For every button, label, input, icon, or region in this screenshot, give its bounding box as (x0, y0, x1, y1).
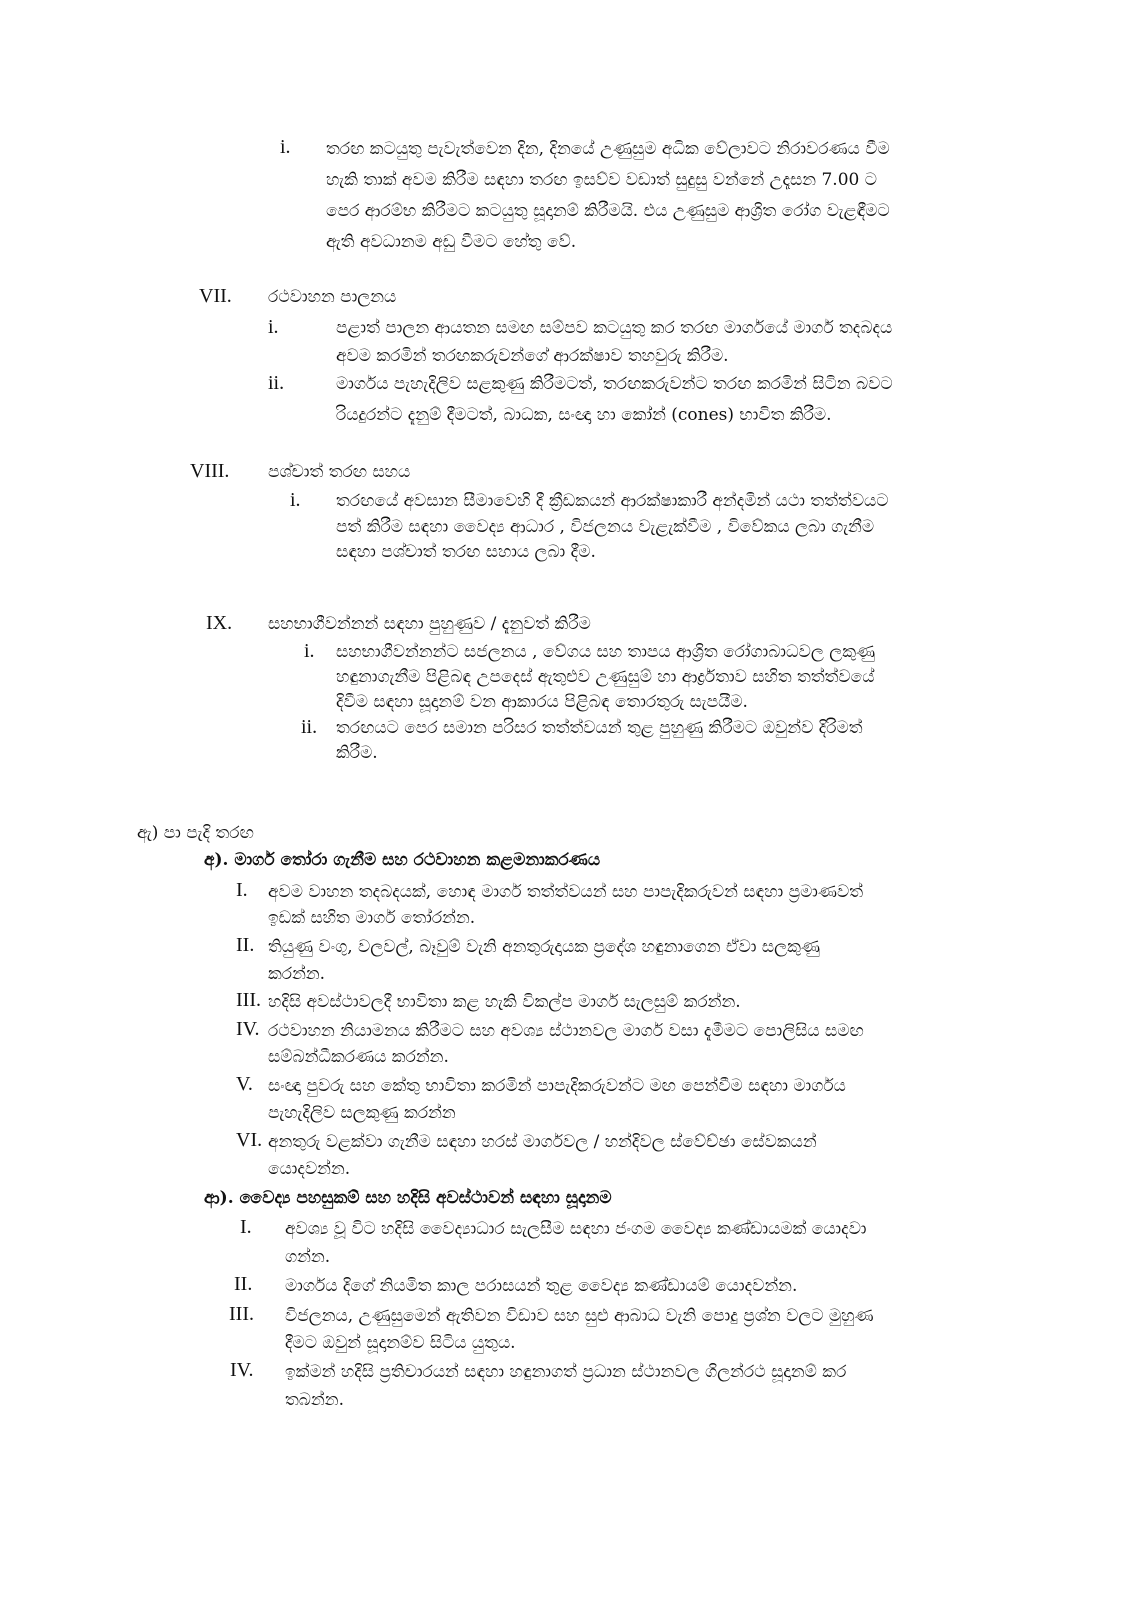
item-text-line: අනතුරු වළක්වා ගැනීම සඳහා හරස් මාර්ගවල / හන්දිවල ස්වේච්ඡා සේවකයන් (268, 1132, 817, 1152)
item-text-line: අවම කරමින් තරඟකරුවන්ගේ ආරක්ෂාව තහවුරු කිරීම. (336, 346, 729, 366)
item-text-line: තරඟ කටයුතු පැවැත්වෙන දින, දිනයේ උණුසුම අධික වේලාවට නිරාවරණය වීම (326, 139, 890, 159)
item-text-line: ගන්න. (285, 1247, 331, 1267)
item-number: i. (290, 489, 301, 511)
item-number: ii. (301, 716, 318, 738)
section-title: රථවාහන පාලනය (268, 287, 397, 307)
item-number: IV. (230, 1359, 254, 1381)
item-text-line: සංඥා පුවරු සහ කේතු භාවිතා කරමින් පාපැදිකරුවන්ට මඟ පෙන්වීම සඳහා මාර්ගය (268, 1076, 846, 1096)
item-number: IV. (236, 1018, 260, 1040)
item-text-line: යොදවන්න. (268, 1159, 351, 1179)
item-number: III. (236, 989, 261, 1011)
item-text-line: දිවීම සඳහා සූදානම් වන ආකාරය පිළිබඳ තොරතුරු සැපයීම. (336, 692, 748, 712)
item-number: VI. (236, 1129, 263, 1151)
item-text-line: පත් කිරීම සඳහා වෛද්‍ය ආධාර , විජලනය වැළැක්වීම , විවේකය ලබා ගැනීම (336, 517, 875, 537)
item-text-line: තරඟයට පෙර සමාන පරිසර තත්ත්වයන් තුළ පුහුණු කිරීමට ඔවුන්ව දිරිමත් (336, 718, 863, 738)
item-text-line: පළාත් පාලන ආයතන සමඟ සම්පව කටයුතු කර තරඟ මාර්ගයේ මාර්ග තදබදය (336, 318, 893, 338)
item-number: I. (236, 879, 248, 901)
section-number: VII. (199, 285, 232, 307)
section-number: IX. (206, 612, 233, 634)
item-text-line: සම්බන්ධීකරණය කරන්න. (268, 1047, 449, 1067)
item-text-line: තබන්න. (285, 1390, 344, 1410)
item-text-line: හදිසි අවස්ථාවලදී භාවිතා කළ හැකි විකල්ප මාර්ග සැලසුම් කරන්න. (268, 992, 741, 1012)
item-number: V. (236, 1073, 253, 1095)
item-text-line: කිරීම. (336, 743, 378, 763)
item-number: i. (268, 316, 279, 338)
item-number: I. (240, 1216, 252, 1238)
item-text-line: ඇති අවධානම අඩු වීමට හේතු වේ. (326, 232, 577, 252)
item-text-line: අවශ්‍ය වූ විට හදිසි වෛද්‍යාධාර සැලසීම සඳහා ජංගම වෛද්‍ය කණ්ඩායමක් යොදවා (285, 1219, 867, 1239)
section-title: පශ්චාත් තරඟ සහය (268, 462, 411, 482)
item-text-line: විජලනය, උණුසුමෙන් ඇතිවන විඩාව සහ සුළු ආබාධ වැනි පොදු ප්‍රශ්න වලට මුහුණ (285, 1306, 874, 1326)
item-text-line: පැහැදිලිව සලකුණු කරන්න (268, 1103, 456, 1123)
item-text-line: මාර්ගය පැහැදිලිව සළකුණු කිරීමටත්, තරඟකරුවන්ට තරඟ කරමින් සිටින බවට (336, 374, 893, 394)
item-text-line: අවම වාහන තදබදයක්, හොඳ මාර්ග තත්ත්වයන් සහ පාපැදිකරුවන් සඳහා ප්‍රමාණවත් (268, 882, 864, 902)
item-text-line: ඉක්මන් හදිසි ප්‍රතිචාරයන් සඳහා හඳුනාගත් ප්‍රධාන ස්ථානවල ගිලන්රථ සූදානම් කර (285, 1362, 847, 1382)
item-number: II. (236, 934, 255, 956)
item-number: i. (280, 136, 291, 158)
subsection-title: අ). මාර්ග තෝරා ගැනීම සහ රථවාහන කළමනාකරණය (204, 850, 601, 870)
item-text-line: සහභාගීවන්නන්ට සජලනය , වේගය සහ තාපය ආශ්‍රිත රෝගාබාධවල ලකුණු (336, 642, 876, 662)
section-title: ඇ) පා පැදි තරඟ (137, 823, 254, 843)
item-text-line: තියුණු වංගු, වලවල්, බෑවුම් වැනි අනතුරුදායක ප්‍රදේශ හඳුනාගෙන ඒවා සලකුණු (268, 937, 820, 957)
item-text-line: හැකි තාක් අවම කිරීම සඳහා තරඟ ඉසව්ව වඩාත් සුදුසු වන්නේ උදෑසන 7.00 ට (326, 170, 877, 190)
section-number: VIII. (190, 460, 230, 482)
item-text-line: මාර්ගය දිගේ නියමිත කාල පරාසයන් තුළ වෛද්‍ය කණ්ඩායම් යොදවන්න. (285, 1276, 798, 1296)
subsection-title: ආ). වෛද්‍ය පහසුකම් සහ හදිසි අවස්ථාවන් සඳහා සූදානම (204, 1188, 612, 1208)
item-text-line: රියදුරන්ට දැනුම් දීමටත්, බාධක, සංඥා හා කෝන් (cones) භාවිත කිරීම. (336, 405, 832, 425)
section-title: සහභාගීවන්නන් සඳහා පුහුණුව / දැනුවත් කිරීම (268, 614, 591, 634)
item-number: II. (234, 1273, 253, 1295)
item-text-line: රථවාහන නියාමනය කිරීමට සහ අවශ්‍ය ස්ථානවල මාර්ග වසා දැමීමට පොලිසිය සමඟ (268, 1021, 864, 1041)
item-text-line: සඳහා පශ්චාත් තරඟ සහාය ලබා දීම. (336, 542, 596, 562)
item-text-line: පෙර ආරම්භ කිරීමට කටයුතු සූදානම් කිරීමයි. එය උණුසුම ආශ්‍රිත රෝග වැළඳීමට (326, 201, 890, 221)
item-text-line: ඉඩක් සහිත මාර්ග තෝරන්න. (268, 908, 476, 928)
item-number: ii. (268, 372, 285, 394)
item-number: III. (229, 1303, 254, 1325)
item-text-line: කරන්න. (268, 964, 326, 984)
item-number: i. (304, 640, 315, 662)
item-text-line: හඳුනාගැනීම පිළිබඳ උපදෙස් ඇතුළුව උණුසුම් හා ආර්ද්‍රතාව සහිත තත්ත්වයේ (336, 667, 875, 687)
item-text-line: දීමට ඔවුන් සූදානම්ව සිටිය යුතුය. (285, 1333, 516, 1353)
item-text-line: තරඟයේ අවසාන සීමාවෙහි දී ක්‍රීඩකයන් ආරක්ෂාකාරී අන්දමින් යථා තත්ත්වයට (336, 491, 889, 511)
